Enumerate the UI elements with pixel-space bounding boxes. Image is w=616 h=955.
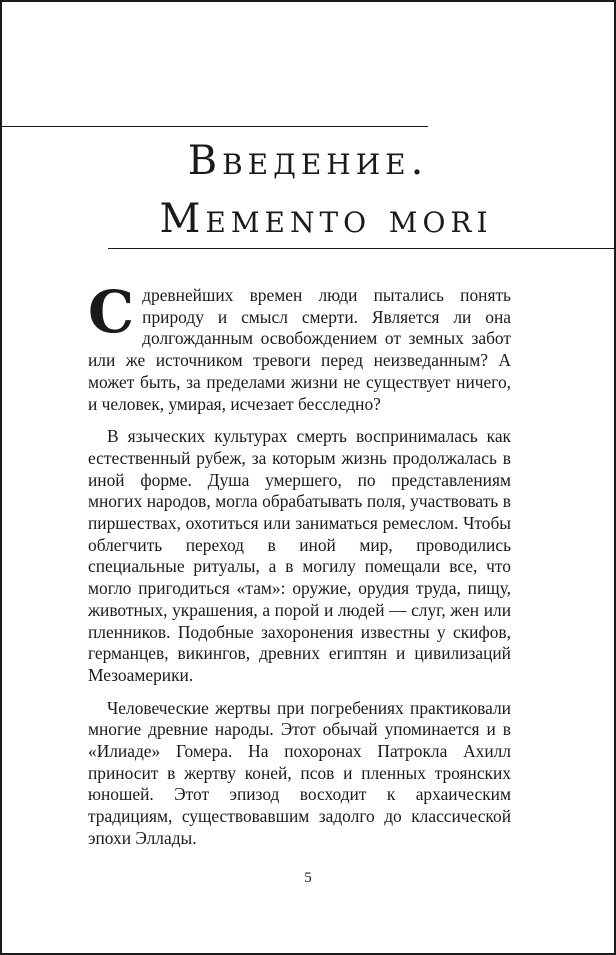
paragraph-1 [88, 278, 511, 415]
top-rule [2, 126, 428, 127]
paragraph-1-text: древнейших времен люди пытались понять природу и смысл смерти. Является ли она долгожданным освобождением от земных забот или же источником тревоги перед неизведанным? А может быть, за пределами жизни не существует ничего, и человек, умирая, исчезает бесследно? [88, 285, 511, 414]
body-text [88, 278, 511, 861]
paragraph-2: В языческих культурах смерть воспринималась как естественный рубеж, за которым жизнь продолжалась в иной форме. Душа умершего, по представлениям многих народов, могла обрабатывать поля, участвовать в пиршествах, охотиться или заниматься ремеслом. Чтобы облегчить переход в иной мир, проводились специальные ритуалы, а в могилу помещали все, что могло пригодиться «там»: оружие, орудия труда, пищу, животных, украшения, а порой и людей — слуг, жен или пленников. Подобные захоронения известны у скифов, германцев, викингов, древних египтян и цивилизаций Мезоамерики. [88, 426, 511, 685]
paragraph-3: Человеческие жертвы при погребениях практиковали многие древние народы. Этот обычай упоминается и в «Илиаде» Гомера. На похоронах Патрокла Ахилл приносит в жертву коней, псов и пленных троянских юношей. Этот эпизод восходит к архаическим традициям, существовавшим задолго до классической эпохи Эллады. [88, 697, 511, 848]
bottom-rule [108, 248, 614, 249]
chapter-title-line-1: Введение. [187, 138, 429, 184]
drop-cap: С [88, 278, 135, 346]
chapter-title-line-2: Memento mori [159, 196, 493, 242]
page-number: 5 [304, 870, 312, 886]
